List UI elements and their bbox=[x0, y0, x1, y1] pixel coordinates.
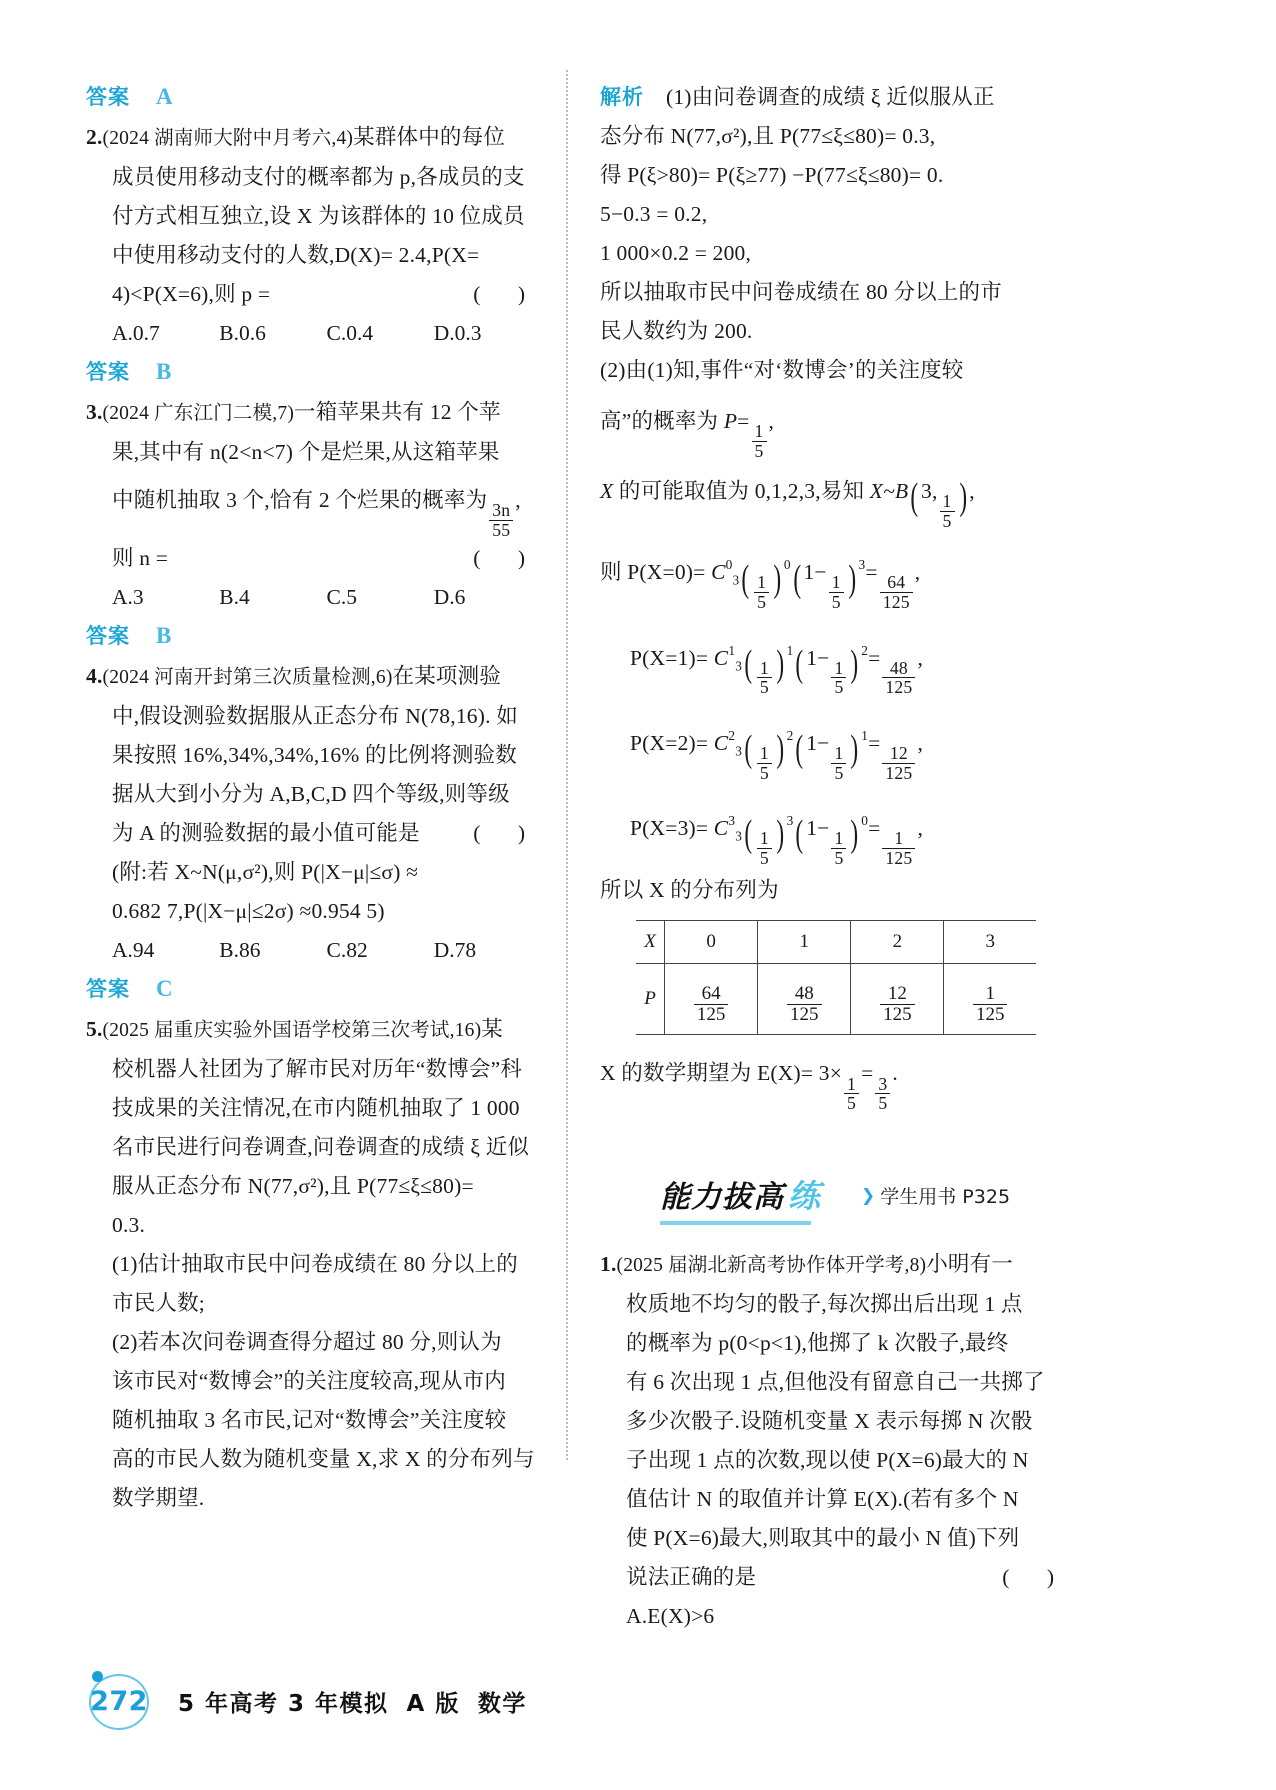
solution-binomial-line: X 的可能取值为 0,1,2,3,易知 X~B( 3, $\frac{1}{5}$ ) , bbox=[600, 476, 975, 531]
exercise-1-line-5: 多少次骰子.设随机变量 X 表示每掷 N 次骰 bbox=[626, 1408, 1033, 1433]
formula-prefix: P(X=3)= bbox=[630, 816, 709, 841]
option-d[interactable]: D.0.3 bbox=[433, 321, 482, 345]
base-numerator: 1 bbox=[759, 657, 769, 678]
x-value-0: 0 bbox=[665, 921, 758, 964]
combination-symbol: C bbox=[713, 645, 729, 670]
p-value-2 bbox=[851, 964, 944, 1035]
question-2-line-1 bbox=[86, 118, 541, 158]
combination-subscript: 3 bbox=[735, 828, 743, 844]
question-4-line-7: 0.682 7,P(|X−μ|≤2σ) ≈0.954 5) bbox=[112, 899, 385, 924]
footer-subject: 数学 bbox=[477, 1690, 527, 1717]
distribution-intro: 所以 X 的分布列为 bbox=[600, 878, 779, 903]
base-numerator: 1 bbox=[834, 657, 844, 678]
binomial-n: 3 bbox=[921, 479, 932, 504]
formula-prefix: P(X=2)= bbox=[630, 730, 709, 755]
question-4-line-4: 据从大到小分为 A,B,C,D 四个等级,则等级 bbox=[112, 782, 510, 807]
question-5-source: (2025 届重庆实验外国语学校第三次考试,16) bbox=[102, 1020, 482, 1042]
combination-symbol: C bbox=[713, 816, 729, 841]
probability-fraction bbox=[489, 501, 513, 539]
question-2-options bbox=[86, 314, 541, 353]
distribution-table bbox=[636, 920, 1036, 1035]
expectation-equals: = bbox=[861, 1061, 874, 1086]
fraction-numerator: 48 bbox=[794, 983, 814, 1005]
result-numerator: 64 bbox=[887, 572, 906, 593]
fraction-denominator: 125 bbox=[787, 1004, 822, 1025]
base-numerator: 1 bbox=[834, 828, 844, 849]
question-3-choice-paren: ( ) bbox=[473, 546, 541, 571]
option-a[interactable]: A.94 bbox=[112, 938, 155, 963]
second-exponent: 1 bbox=[861, 727, 869, 743]
solution-line-5: 1 000×0.2 = 200, bbox=[600, 241, 752, 265]
answer-label: 答案 bbox=[86, 624, 130, 649]
question-5-line-11: 随机抽取 3 名市民,记对“数博会”关注度较 bbox=[112, 1408, 507, 1433]
question-5-line-5: 服从正态分布 N(77,σ²),且 P(77≤ξ≤80)= bbox=[112, 1174, 474, 1199]
base-numerator: 1 bbox=[834, 743, 844, 764]
page-footer bbox=[80, 1674, 527, 1728]
base-denominator: 5 bbox=[757, 763, 772, 783]
question-4 bbox=[86, 657, 541, 1003]
question-2-line-4: 中使用移动支付的人数,D(X)= 2.4,P(X= bbox=[112, 243, 480, 267]
solution-line-2: 态分布 N(77,σ²),且 P(77≤ξ≤80)= 0.3, bbox=[600, 124, 936, 148]
answer-value: A bbox=[156, 84, 173, 109]
page-number-badge bbox=[80, 1674, 158, 1728]
question-2-text-1: 某群体中的每位 bbox=[353, 125, 506, 149]
result-numerator: 48 bbox=[889, 657, 908, 678]
option-c[interactable]: C.0.4 bbox=[326, 321, 374, 345]
exercise-1-line-3: 的概率为 p(0<p<1),他掷了 k 次骰子,最终 bbox=[626, 1330, 1009, 1355]
combination-superscript: 1 bbox=[728, 642, 736, 658]
option-b[interactable]: B.0.6 bbox=[219, 321, 266, 345]
fraction-denominator: 125 bbox=[973, 1004, 1008, 1025]
option-a[interactable]: A.0.7 bbox=[112, 321, 160, 345]
row-label-x: X bbox=[636, 921, 665, 964]
combination-subscript: 3 bbox=[732, 572, 740, 588]
fraction-numerator: 1 bbox=[754, 421, 764, 442]
base-numerator: 1 bbox=[757, 572, 767, 593]
question-5-line-3: 技成果的关注情况,在市内随机抽取了 1 000 bbox=[112, 1096, 520, 1121]
formula-tail: , bbox=[914, 560, 921, 585]
exercise-1 bbox=[600, 1245, 1070, 1636]
question-4-line-3: 果按照 16%,34%,34%,16% 的比例将测验数 bbox=[112, 743, 517, 768]
probability-fraction bbox=[752, 422, 767, 460]
p-value-0 bbox=[665, 964, 758, 1035]
chevron-right-icon: ❯ bbox=[861, 1185, 876, 1206]
expectation-fraction-b bbox=[875, 1075, 890, 1113]
fraction-denominator: 55 bbox=[489, 520, 513, 540]
x-value-1: 1 bbox=[758, 921, 851, 964]
second-exponent: 2 bbox=[861, 642, 869, 658]
base-numerator: 1 bbox=[831, 572, 841, 593]
solution-line-7: 民人数约为 200. bbox=[600, 319, 753, 343]
question-3-line-2: 果,其中有 n(2<n<7) 个是烂果,从这箱苹果 bbox=[112, 440, 500, 464]
result-numerator: 12 bbox=[889, 743, 908, 764]
formula-x0: 则 $P(X=0)= C^0_3$( $\frac{1}{5}$ ) $^0$( 1− $\frac{1}{5}$ ) $^3$= $\frac{64}{125}$ , bbox=[600, 557, 921, 612]
page-number: 272 bbox=[90, 1685, 148, 1717]
p-value-3 bbox=[944, 964, 1036, 1035]
footer-series-title: 5 年高考 3 年模拟 bbox=[178, 1690, 389, 1717]
question-3-line-3: 中随机抽取 3 个,恰有 2 个烂果的概率为 $\frac{3n}{55}$ , bbox=[112, 488, 521, 540]
base-numerator: 1 bbox=[759, 743, 769, 764]
result-numerator: 1 bbox=[894, 828, 904, 849]
base-denominator: 5 bbox=[754, 592, 769, 612]
question-4-line-5 bbox=[86, 814, 541, 853]
expectation-fraction-a bbox=[844, 1075, 859, 1113]
question-5-line-4: 名市民进行问卷调查,问卷调查的成绩 ξ 近似 bbox=[112, 1135, 530, 1160]
section-banner bbox=[660, 1171, 821, 1221]
option-b[interactable]: B.4 bbox=[219, 585, 250, 610]
left-column bbox=[86, 78, 541, 1518]
solution-probability-line: 高”的概率为 P= $\frac{1}{5}$ , bbox=[600, 409, 775, 461]
question-2-source: (2024 湖南师大附中月考六,4) bbox=[102, 128, 354, 149]
exercise-1-text-9: 说法正确的是 bbox=[626, 1564, 757, 1589]
jiexi-label: 解析 bbox=[600, 85, 644, 109]
fraction-numerator: 1 bbox=[847, 1073, 857, 1094]
exercise-1-line-1 bbox=[600, 1245, 1070, 1285]
question-5 bbox=[86, 1010, 541, 1518]
base-exponent: 1 bbox=[786, 642, 794, 658]
banner-blue-text: 练 bbox=[788, 1176, 822, 1215]
answer-value: C bbox=[156, 976, 173, 1002]
fraction-numerator: 1 bbox=[942, 491, 952, 512]
section-banner-row bbox=[660, 1171, 1070, 1221]
fraction-numerator: 3 bbox=[878, 1073, 888, 1094]
combination-subscript: 3 bbox=[735, 743, 743, 759]
question-2-number: 2. bbox=[86, 125, 103, 149]
exercise-1-line-7: 值估计 N 的取值并计算 E(X).(若有多个 N bbox=[626, 1486, 1019, 1511]
combination-superscript: 0 bbox=[725, 557, 733, 573]
column-divider bbox=[566, 70, 568, 1460]
base-denominator: 5 bbox=[831, 848, 846, 868]
exercise-1-line-9 bbox=[600, 1558, 1070, 1597]
combination-superscript: 2 bbox=[728, 727, 736, 743]
second-exponent: 3 bbox=[858, 557, 866, 573]
question-5-line-8: 市民人数; bbox=[112, 1291, 205, 1316]
question-5-line-6: 0.3. bbox=[112, 1213, 146, 1238]
p-value-1 bbox=[758, 964, 851, 1035]
formula-x3: $P(X=3)= C^3_3$( $\frac{1}{5}$ ) $^3$( 1− $\frac{1}{5}$ ) $^0$= $\frac{1}{125}$ , bbox=[630, 813, 924, 868]
base-numerator: 1 bbox=[759, 828, 769, 849]
expectation-line bbox=[600, 1041, 1070, 1112]
footer-title bbox=[178, 1685, 527, 1718]
question-3-text-4: 则 n = bbox=[112, 546, 169, 571]
answer-value: B bbox=[156, 359, 172, 384]
result-denominator: 125 bbox=[882, 763, 915, 783]
result-denominator: 125 bbox=[880, 592, 913, 612]
exercise-1-line-4: 有 6 次出现 1 点,但他没有留意自己一共掷了 bbox=[626, 1369, 1045, 1394]
binomial-p-fraction bbox=[940, 492, 955, 530]
x-value-3: 3 bbox=[985, 931, 995, 953]
question-4-text-1: 在某项测验 bbox=[392, 664, 502, 689]
answer-label: 答案 bbox=[86, 977, 130, 1002]
result-denominator: 125 bbox=[882, 848, 915, 868]
option-b[interactable]: B.86 bbox=[219, 938, 261, 963]
base-denominator: 5 bbox=[757, 848, 772, 868]
formula-tail: , bbox=[917, 730, 924, 755]
fraction-numerator: 12 bbox=[887, 983, 907, 1005]
question-5-line-9: (2)若本次问卷调查得分超过 80 分,则认为 bbox=[112, 1330, 502, 1355]
question-3 bbox=[86, 393, 541, 650]
fraction-numerator: 64 bbox=[701, 983, 721, 1005]
option-c[interactable]: C.5 bbox=[326, 585, 357, 610]
answer-row-q3 bbox=[86, 620, 541, 650]
question-4-text-5: 为 A 的测验数据的最小值可能是 bbox=[112, 821, 420, 846]
combination-superscript: 3 bbox=[728, 813, 736, 829]
solution-line-3: 得 P(ξ>80)= P(ξ≥77) −P(77≤ξ≤80)= 0. bbox=[600, 163, 944, 187]
table-row-p bbox=[636, 964, 1036, 1035]
second-exponent: 0 bbox=[861, 813, 869, 829]
question-3-line-1 bbox=[86, 393, 541, 433]
badge-dot-icon bbox=[92, 1671, 103, 1682]
fraction-denominator: 5 bbox=[940, 511, 955, 531]
question-5-line-13: 数学期望. bbox=[112, 1486, 205, 1511]
combination-symbol: C bbox=[711, 560, 726, 585]
solution-line-8: (2)由(1)知,事件“对‘数博会’的关注度较 bbox=[600, 358, 964, 382]
answer-label: 答案 bbox=[86, 85, 130, 109]
formula-prefix: P(X=1)= bbox=[630, 645, 709, 670]
exercise-1-line-8: 使 P(X=6)最大,则取其中的最小 N 值)下列 bbox=[626, 1525, 1020, 1550]
question-2-line-5 bbox=[86, 275, 541, 314]
exercise-1-option-a[interactable]: A.E(X)>6 bbox=[626, 1603, 715, 1628]
option-d[interactable]: D.78 bbox=[433, 938, 477, 963]
option-c[interactable]: C.82 bbox=[326, 938, 368, 963]
fraction-denominator: 125 bbox=[880, 1004, 915, 1025]
option-d[interactable]: D.6 bbox=[433, 585, 466, 610]
combination-symbol: C bbox=[713, 730, 729, 755]
expectation-tail: . bbox=[892, 1061, 898, 1086]
question-3-source: (2024 广东江门二模,7) bbox=[102, 403, 295, 424]
fraction-denominator: 125 bbox=[694, 1004, 729, 1025]
question-4-number: 4. bbox=[86, 664, 103, 689]
answer-label: 答案 bbox=[86, 360, 130, 384]
answer-value: B bbox=[156, 623, 172, 649]
question-4-line-2: 中,假设测验数据服从正态分布 N(78,16). 如 bbox=[112, 704, 518, 729]
exercise-1-source: (2025 届湖北新高考协作体开学考,8) bbox=[616, 1254, 927, 1276]
question-3-number: 3. bbox=[86, 400, 103, 424]
question-2 bbox=[86, 118, 541, 386]
question-3-line-4 bbox=[86, 539, 541, 578]
question-5-line-7: (1)估计抽取市民中问卷成绩在 80 分以上的 bbox=[112, 1252, 518, 1277]
exercise-1-line-6: 子出现 1 点的次数,现以使 P(X=6)最大的 N bbox=[626, 1447, 1029, 1472]
result-denominator: 125 bbox=[882, 677, 915, 697]
formula-x2: $P(X=2)= C^2_3$( $\frac{1}{5}$ ) $^2$( 1− $\frac{1}{5}$ ) $^1$= $\frac{12}{125}$ , bbox=[630, 727, 924, 783]
answer-row-q4 bbox=[86, 973, 541, 1003]
probability-symbol: P bbox=[723, 409, 738, 433]
right-column bbox=[600, 78, 1070, 1636]
exercise-1-choice-paren: ( ) bbox=[1002, 1564, 1070, 1589]
base-denominator: 5 bbox=[757, 677, 772, 697]
question-4-line-6: (附:若 X~N(μ,σ²),则 P(|X−μ|≤σ) ≈ bbox=[112, 860, 419, 885]
question-3-text-1: 一箱苹果共有 12 个苹 bbox=[294, 400, 501, 424]
fraction-numerator: 3n bbox=[492, 500, 511, 521]
fraction-numerator: 1 bbox=[985, 983, 995, 1005]
question-4-options bbox=[86, 931, 541, 970]
exercise-1-line-2: 枚质地不均匀的骰子,每次掷出后出现 1 点 bbox=[626, 1291, 1023, 1316]
base-exponent: 3 bbox=[786, 813, 794, 829]
base-denominator: 5 bbox=[831, 763, 846, 783]
banner-reference bbox=[861, 1182, 1010, 1209]
question-4-line-1 bbox=[86, 657, 541, 697]
exercise-1-number: 1. bbox=[600, 1251, 617, 1276]
fraction-denominator: 5 bbox=[844, 1093, 859, 1113]
banner-dark-text: 能力拔高 bbox=[660, 1179, 784, 1215]
question-2-choice-paren: ( ) bbox=[473, 282, 541, 306]
solution-line-1 bbox=[600, 78, 1070, 117]
answer-row-top bbox=[86, 81, 541, 111]
question-4-choice-paren: ( ) bbox=[473, 821, 541, 846]
question-2-line-3: 付方式相互独立,设 X 为该群体的 10 位成员 bbox=[112, 204, 525, 228]
base-exponent: 2 bbox=[786, 727, 794, 743]
banner-reference-text: 学生用书 P325 bbox=[880, 1186, 1011, 1209]
question-2-line-2: 成员使用移动支付的概率都为 p,各成员的支 bbox=[112, 165, 525, 189]
exercise-1-text-1: 小明有一 bbox=[926, 1251, 1014, 1276]
question-5-line-12: 高的市民人数为随机变量 X,求 X 的分布列与 bbox=[112, 1447, 535, 1472]
question-2-text-5: 4)<P(X=6),则 p = bbox=[112, 282, 271, 306]
x-value-2: 2 bbox=[851, 921, 944, 964]
solution-text-1: (1)由问卷调查的成绩 ξ 近似服从正 bbox=[666, 85, 995, 109]
base-exponent: 0 bbox=[783, 557, 791, 573]
question-5-line-1 bbox=[86, 1010, 541, 1050]
table-row-x bbox=[636, 921, 1036, 964]
base-denominator: 5 bbox=[831, 677, 846, 697]
option-a[interactable]: A.3 bbox=[112, 585, 144, 610]
question-5-number: 5. bbox=[86, 1017, 103, 1042]
solution-line-6: 所以抽取市民中问卷成绩在 80 分以上的市 bbox=[600, 280, 1002, 304]
formula-tail: , bbox=[917, 816, 924, 841]
answer-row-q2 bbox=[86, 356, 541, 386]
expectation-prefix: X 的数学期望为 E(X)= 3× bbox=[600, 1061, 843, 1086]
fraction-denominator: 5 bbox=[752, 441, 767, 461]
combination-subscript: 3 bbox=[735, 657, 743, 673]
question-5-text-1: 某 bbox=[481, 1017, 503, 1042]
question-5-line-10: 该市民对“数博会”的关注度较高,现从市内 bbox=[112, 1369, 506, 1394]
question-5-line-2: 校机器人社团为了解市民对历年“数博会”科 bbox=[112, 1057, 523, 1082]
formula-prefix: 则 P(X=0)= bbox=[600, 560, 706, 585]
footer-edition: A 版 bbox=[406, 1690, 460, 1717]
base-denominator: 5 bbox=[829, 592, 844, 612]
row-label-p: P bbox=[636, 964, 665, 1035]
question-3-options bbox=[86, 578, 541, 617]
fraction-denominator: 5 bbox=[875, 1093, 890, 1113]
question-4-source: (2024 河南开封第三次质量检测,6) bbox=[102, 667, 393, 689]
formula-tail: , bbox=[917, 645, 924, 670]
solution-line-4: 5−0.3 = 0.2, bbox=[600, 202, 708, 226]
formula-x1: $P(X=1)= C^1_3$( $\frac{1}{5}$ ) $^1$( 1− $\frac{1}{5}$ ) $^2$= $\frac{48}{125}$ , bbox=[630, 642, 924, 698]
